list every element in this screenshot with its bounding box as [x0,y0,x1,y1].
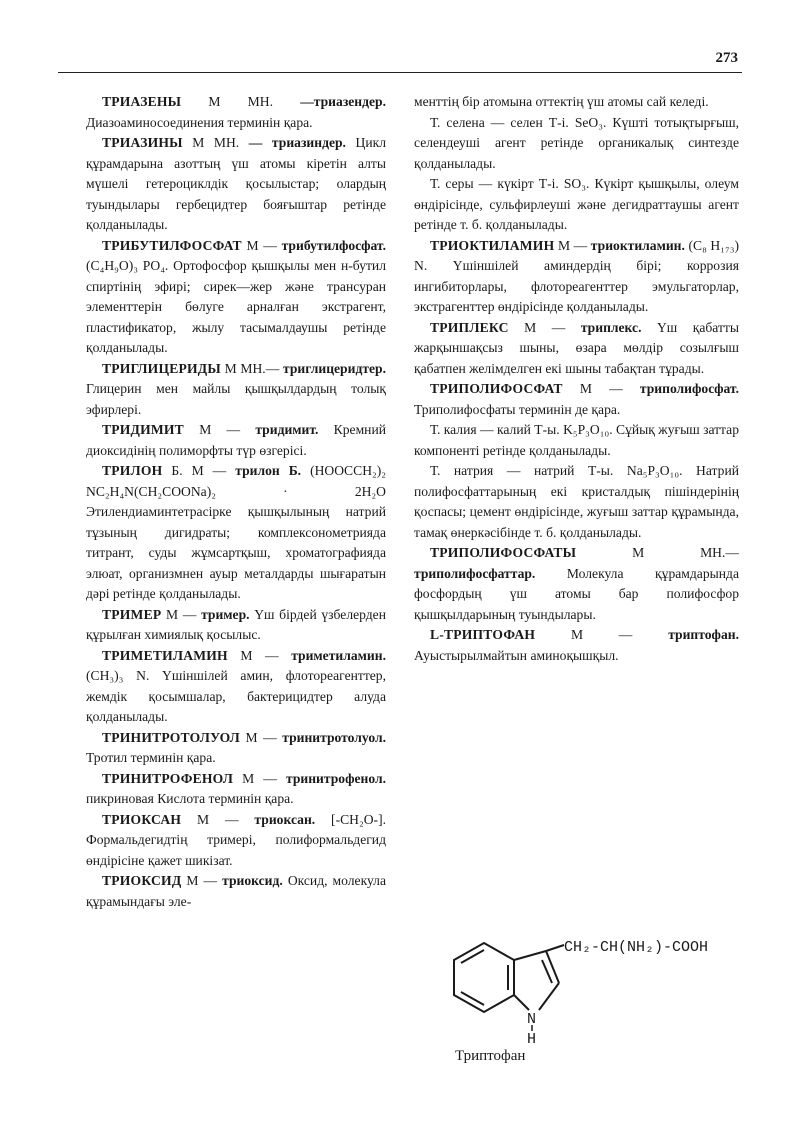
entry-grammar: М МН.— [632,545,739,560]
entry-headword: ТРИДИМИТ [102,422,184,437]
entry-definition: Глицерин мен майлы қышқылдардың толық эфирлері. [86,381,386,417]
entry-translation: тример. [201,606,250,622]
entry-grammar: М — [197,811,239,827]
entry-headword: ТРИМЕР [102,606,162,622]
entry-headword: ТРИОКСИД [102,873,182,888]
entry-grammar: М МН. [192,135,240,150]
entry-definition: Т. калия — калий Т-ы. K₅P₃O₁₀. Сұйық жуғыш заттар компоненті ретінде қолданылады. [414,422,739,458]
entry-translation: тридимит. [255,422,319,437]
entry-definition: Т. натрия — натрий Т-ы. Na₅P₃O₁₀. Натрий полифосфаттарының екі кристалдық пішіндерінің қоспасы; цемент өндірісінде, жуғыш заттар құрамында, тамақ өнеркәсібінде т. б. қолданылады. [414,463,739,540]
dictionary-entry [414,543,739,625]
entry-translation: триполифосфат. [639,381,739,396]
tryptophan-structure [414,915,754,1095]
entry-grammar: Б. М — [171,463,227,478]
entry-definition: Тротил терминін қара. [86,750,216,765]
substituent-label: CH₂-CH(NH₂)-COOH [564,939,709,956]
entry-translation: —триазендер. [300,94,387,109]
entry-translation: триглицеридтер. [283,360,386,376]
entry-definition: Оксид, молекула құрамындағы эле- [86,873,386,909]
entry-headword: ТРИНИТРОФЕНОЛ [102,770,234,786]
dictionary-entry [86,605,386,646]
entry-definition: пикриновая Кислота терминін қара. [86,791,294,806]
dictionary-entry [414,420,739,461]
entry-definition: [-CH₂O-]. Формальдегидтің тримері, полиформальдегид өндірісіне қажет шикізат. [86,811,386,868]
entry-definition: менттің бір атомына оттектің үш атомы сай келеді. [414,94,709,109]
entry-translation: триполифосфаттар. [414,565,536,581]
entry-grammar: М МН. [208,94,273,109]
dictionary-entry [86,359,386,421]
entry-grammar: М МН.— [224,360,280,376]
entry-translation: триптофан. [668,627,739,642]
entry-headword: ТРИЛОН [102,463,163,478]
dictionary-entry [414,379,739,420]
entry-definition: Кремний диоксидінің полиморфты түр өзгерісі. [86,422,386,458]
entry-definition: Цикл құрамдарына азоттың үш атомы кіретін алты мүшелі гетероциклдік қосылыстар; олардың туындылары гербецидтер бояғыштар ретінде қолданылады. [86,135,387,232]
entry-translation: — триазиндер. [248,135,346,150]
dictionary-entry [414,461,739,543]
entry-grammar: М — [245,729,277,745]
entry-translation: трибутилфосфат. [281,237,386,253]
entry-translation: трилон Б. [235,463,302,478]
dictionary-entry [414,625,739,666]
dictionary-entry [86,728,386,769]
dictionary-entry [86,461,386,605]
entry-headword: ТРИАЗИНЫ [102,135,183,150]
entry-translation: триметиламин. [291,647,386,663]
dictionary-entry [414,236,739,318]
entry-headword: ТРИГЛИЦЕРИДЫ [102,360,221,376]
dictionary-entry [86,871,386,912]
entry-grammar: М — [579,381,623,396]
entry-headword: ТРИПЛЕКС [430,319,509,335]
entry-headword: ТРИАЗЕНЫ [102,94,182,109]
dictionary-entry [414,174,739,236]
entry-grammar: М — [240,647,279,663]
dictionary-entry [414,318,739,380]
entry-headword: ТРИОКТИЛАМИН [430,237,555,253]
entry-definition: Т. селена — селен Т-і. SeO₃. Күшті тотықтырғыш, селендеуші агент ретінде органикалық синтезде қолданылады. [414,114,739,171]
entry-grammar: М — [524,319,566,335]
ring-n-label: N [527,1011,537,1028]
entry-grammar: М — [166,606,197,622]
right-column [414,92,739,666]
entry-definition: Үш қабатты жарқыншақсыз шыны, өзара мөлдір созылғыш қабатпен желімделген екі шыны табақтан тұрады. [414,319,740,376]
dictionary-entry [86,420,386,461]
dictionary-entry [86,92,386,133]
structure-caption: Триптофан [455,1048,526,1064]
entry-definition: (HOOCCH₂)₂ NC₂H₄N(CH₂COONa)₂ · 2H₂O Этилендиаминтетрасірке қышқылының натрий тұзының дигидраты; комплексонометрияда титрант, суды жұмсартқыш, хроматографияда элюат, организмнен ауыр металдарды шығаратын дәрі ретінде қолданылады. [86,463,387,601]
entry-grammar: М — [199,422,241,437]
entry-translation: триоксан. [254,811,316,827]
dictionary-entry [414,92,739,113]
dictionary-entry [86,810,386,872]
page-number: 273 [715,50,738,66]
entry-grammar: М — [186,873,218,888]
entry-grammar: М — [570,627,633,642]
entry-translation: тринитротолуол. [282,729,386,745]
entry-translation: триоксид. [222,873,283,888]
entry-headword: ТРИОКСАН [102,811,182,827]
entry-grammar: М — [242,770,277,786]
ring-h-label: H [527,1031,537,1048]
entry-definition: Триполифосфаты терминін де қара. [414,401,621,417]
header-rule [58,72,742,73]
entry-headword: L-ТРИПТОФАН [430,627,536,642]
entry-translation: триоктиламин. [590,237,685,253]
entry-headword: ТРИПОЛИФОСФАТ [430,381,563,396]
entry-definition: (C₈ H₁₇₃) N. Үшіншілей аминдердің бірі; коррозия ингибиторлары, флотореагенттер эмульгаторлар, экстрагенттер өндірісінде қолданылады. [414,237,739,314]
entry-translation: триплекс. [580,319,642,335]
entry-headword: ТРИМЕТИЛАМИН [102,647,228,663]
entry-definition: Үш бірдей үзбелерден құрылған химиялық қосылыс. [86,606,386,642]
entry-headword: ТРИПОЛИФОСФАТЫ [430,545,577,560]
entry-definition: (CH₃)₃ N. Үшіншілей амин, флотореагенттер, жемдік қосымшалар, бактерицидтер алуда қолданылады. [86,668,386,724]
entry-translation: тринитрофенол. [285,770,386,786]
entry-definition: Диазоаминосоединения терминін қара. [86,114,313,130]
entry-definition: Т. серы — күкірт Т-і. SO₃. Күкірт қышқылы, олеум өндірісінде, сульфирлеуші және дегидраттаушы агент ретінде т. б. қолданылады. [414,176,739,232]
entry-headword: ТРИНИТРОТОЛУОЛ [102,729,240,745]
entry-headword: ТРИБУТИЛФОСФАТ [102,237,242,253]
entry-grammar: М — [557,237,588,253]
dictionary-entry [86,236,386,359]
dictionary-entry [86,646,386,728]
entry-grammar: М — [246,237,277,253]
entry-definition: (C₄H₉O)₃ PO₄. Ортофосфор қышқылы мен н-бутил спиртінің эфирі; сирек—жер және трансуран элементтерін бөлуге арналған экстрагент, пластификатор, жылу тасымалдаушы ретінде қолданылады. [86,258,386,355]
entry-definition: Молекула құрамдарында фосфордың үш атомы бар полифосфор қышқылдарының туындылары. [414,565,739,622]
left-column [86,92,386,912]
dictionary-entry [414,113,739,175]
dictionary-entry [86,769,386,810]
dictionary-entry [86,133,386,236]
entry-definition: Ауыстырылмайтын аминоқышқыл. [414,647,619,663]
